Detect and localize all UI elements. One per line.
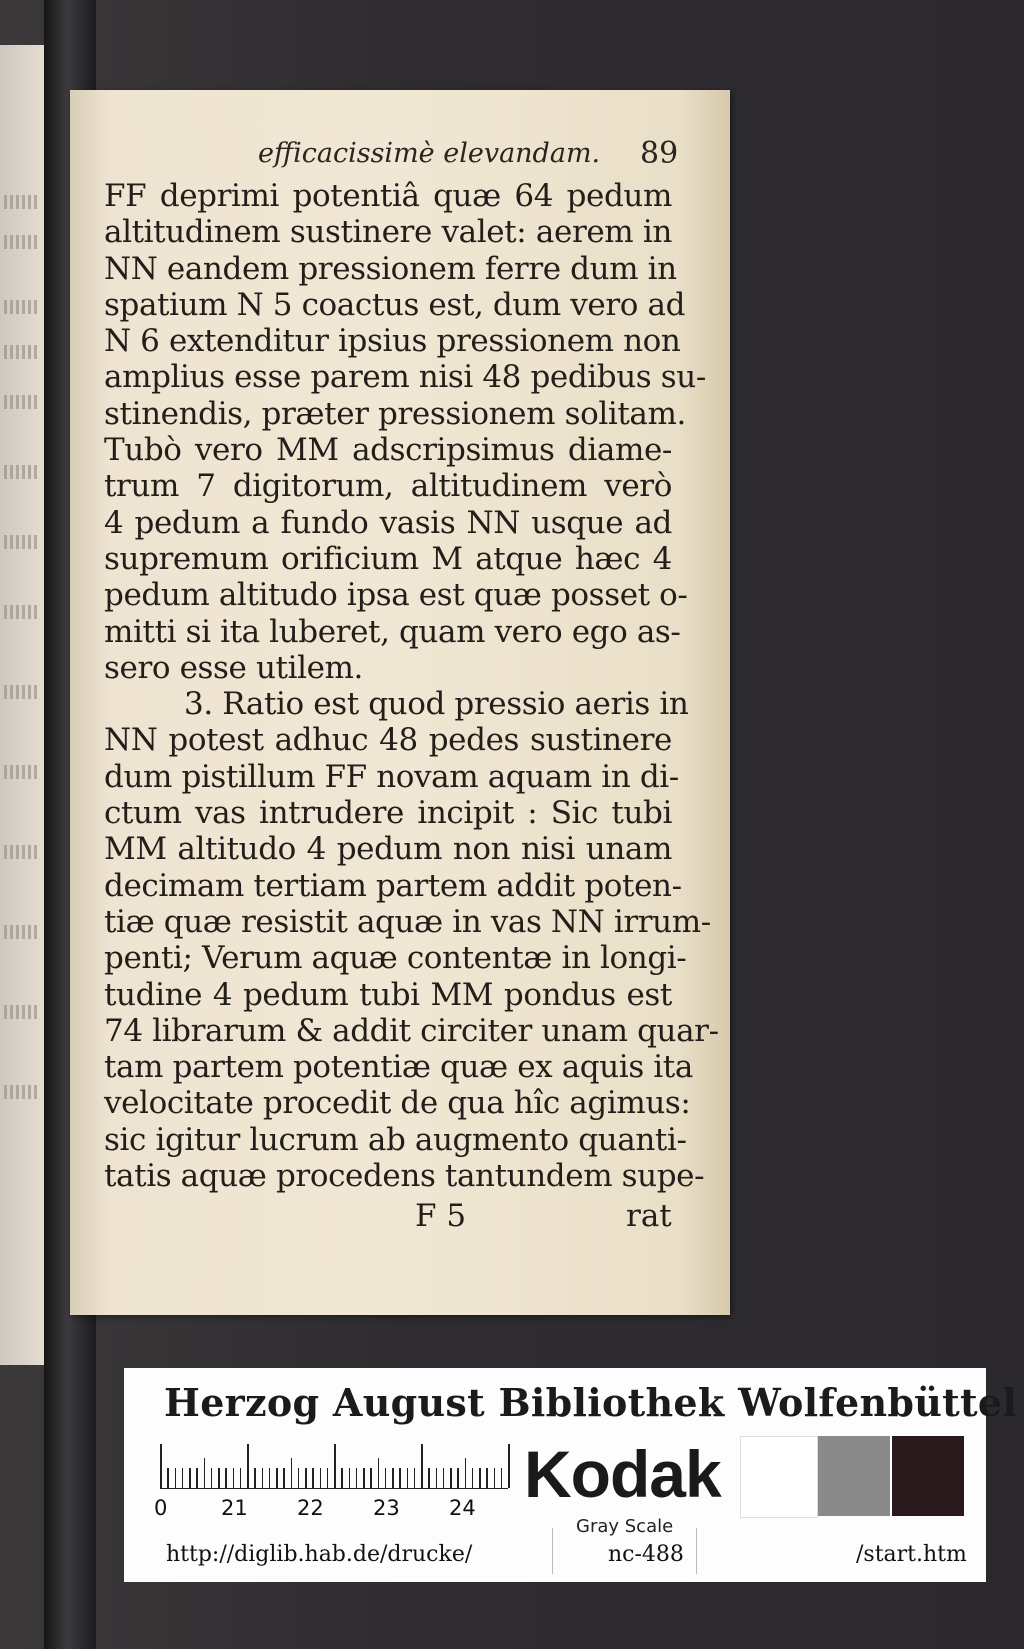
text-line: sero esse utilem. (104, 649, 364, 686)
bleed-through-text (4, 1005, 38, 1019)
signature-mark: F 5 (415, 1198, 467, 1234)
text-line: MM altitudo 4 pedum non nisi unam (104, 831, 672, 868)
ruler-tick (312, 1468, 314, 1488)
ruler-tick (233, 1468, 235, 1488)
ruler-tick (479, 1468, 481, 1488)
text-line: spatium N 5 coactus est, dum vero ad (104, 286, 686, 323)
ruler-tick (175, 1468, 177, 1488)
text-line: FF deprimi potentiâ quæ 64 pedum (104, 178, 672, 214)
text-line: NN eandem pressionem ferre dum in (104, 250, 677, 287)
text-line: amplius esse parem nisi 48 pedibus su- (104, 359, 706, 396)
text-line: velocitate procedit de qua hîc agimus: (104, 1085, 691, 1122)
divider (696, 1528, 697, 1574)
text-line: 74 librarum & addit circiter unam quar- (104, 1012, 719, 1049)
ruler-tick (465, 1458, 467, 1488)
text-line: N 6 extenditur ipsius pressionem non (104, 323, 681, 360)
text-line: NN potest adhuc 48 pedes sustinere (104, 722, 672, 759)
ruler-tick (247, 1444, 249, 1488)
url-left: http://diglib.hab.de/drucke/ (166, 1542, 473, 1567)
ruler-tick (349, 1468, 351, 1488)
scale-ruler (160, 1442, 508, 1489)
ruler-label: 22 (297, 1496, 324, 1520)
ruler-tick (341, 1468, 343, 1488)
bleed-through-text (4, 605, 38, 619)
ruler-tick (472, 1468, 474, 1488)
text-line: sic igitur lucrum ab augmento quanti- (104, 1121, 687, 1158)
bleed-through-text (4, 845, 38, 859)
ruler-tick (298, 1468, 300, 1488)
ruler-label: 0 (154, 1496, 168, 1520)
text-line: 4 pedum a fundo vasis NN usque ad (104, 504, 672, 541)
ruler-tick (196, 1468, 198, 1488)
shelfmark: nc-488 (608, 1542, 684, 1567)
library-name: Herzog August Bibliothek Wolfenbüttel (164, 1380, 1018, 1425)
ruler-tick (392, 1468, 394, 1488)
bleed-through-text (4, 925, 38, 939)
ruler-tick (450, 1468, 452, 1488)
running-head: efficacissimè elevandam. (258, 138, 601, 169)
ruler-tick (486, 1468, 488, 1488)
ruler-tick (363, 1468, 365, 1488)
ruler-tick (378, 1458, 380, 1488)
bleed-through-text (4, 235, 38, 249)
ruler-tick (421, 1444, 423, 1488)
ruler-label: 21 (221, 1496, 248, 1520)
ruler-tick (211, 1468, 213, 1488)
gray-scale-label: Gray Scale (576, 1516, 674, 1537)
ruler-tick (218, 1468, 220, 1488)
ruler-tick (508, 1444, 510, 1488)
ruler-tick (457, 1468, 459, 1488)
ruler-label: 24 (449, 1496, 476, 1520)
ruler-tick (262, 1468, 264, 1488)
ruler-tick (494, 1468, 496, 1488)
ruler-tick (414, 1468, 416, 1488)
bleed-through-text (4, 765, 38, 779)
bleed-through-text (4, 465, 38, 479)
ruler-tick (182, 1468, 184, 1488)
ruler-tick (269, 1468, 271, 1488)
catchword: rat (626, 1198, 672, 1234)
black-swatch (892, 1436, 964, 1516)
bleed-through-text (4, 395, 38, 409)
text-line: pedum altitudo ipsa est quæ posset o- (104, 577, 688, 614)
ruler-tick (428, 1468, 430, 1488)
ruler-tick (356, 1468, 358, 1488)
text-line: Tubò vero MM adscripsimus diame- (104, 432, 672, 469)
white-swatch (740, 1436, 818, 1518)
gray-swatch (818, 1436, 890, 1516)
ruler-tick (204, 1458, 206, 1488)
bleed-through-text (4, 1085, 38, 1099)
ruler-tick (399, 1468, 401, 1488)
text-line: mitti si ita luberet, quam vero ego as- (104, 613, 681, 650)
ruler-tick (320, 1468, 322, 1488)
ruler-tick (436, 1468, 438, 1488)
ruler-tick (501, 1468, 503, 1488)
body-text (104, 178, 719, 1195)
ruler-tick (160, 1444, 162, 1488)
ruler-tick (167, 1468, 169, 1488)
text-line: tiæ quæ resistit aquæ in vas NN irrum- (104, 903, 711, 940)
bleed-through-text (4, 195, 38, 209)
paragraph-start-line: 3. Ratio est quod pressio aeris in (184, 686, 689, 723)
text-line: decimam tertiam partem addit poten- (104, 867, 682, 904)
bleed-through-text (4, 345, 38, 359)
ruler-tick (327, 1468, 329, 1488)
ruler-tick (334, 1444, 336, 1488)
text-line: tudine 4 pedum tubi MM pondus est (104, 976, 672, 1013)
ruler-tick (254, 1468, 256, 1488)
ruler-tick (385, 1468, 387, 1488)
ruler-tick (305, 1468, 307, 1488)
text-line: dum pistillum FF novam aquam in di- (104, 758, 679, 795)
text-line: ctum vas intrudere incipit : Sic tubi (104, 795, 672, 832)
text-line: trum 7 digitorum, altitudinem verò (104, 468, 672, 505)
ruler-tick (283, 1468, 285, 1488)
library-target-card (124, 1368, 1018, 1582)
text-line: penti; Verum aquæ contentæ in longi- (104, 940, 687, 977)
page-number: 89 (640, 136, 679, 171)
divider (552, 1528, 553, 1574)
ruler-tick (276, 1468, 278, 1488)
kodak-logo: Kodak (524, 1437, 721, 1511)
ruler-tick (240, 1468, 242, 1488)
ruler-tick (407, 1468, 409, 1488)
text-line: stinendis, præter pressionem solitam. (104, 395, 686, 432)
bleed-through-text (4, 535, 38, 549)
ruler-tick (370, 1468, 372, 1488)
ruler-tick (291, 1458, 293, 1488)
text-line: altitudinem sustinere valet: aerem in (104, 214, 672, 251)
ruler-tick (443, 1468, 445, 1488)
ruler-tick (189, 1468, 191, 1488)
bleed-through-text (4, 300, 38, 314)
url-right: /start.htm (856, 1542, 967, 1567)
text-line: supremum orificium M atque hæc 4 (104, 540, 672, 577)
text-line: tatis aquæ procedens tantundem supe- (104, 1158, 705, 1195)
ruler-label: 23 (373, 1496, 400, 1520)
text-line: tam partem potentiæ quæ ex aquis ita (104, 1049, 693, 1086)
ruler-tick (225, 1468, 227, 1488)
bleed-through-text (4, 685, 38, 699)
